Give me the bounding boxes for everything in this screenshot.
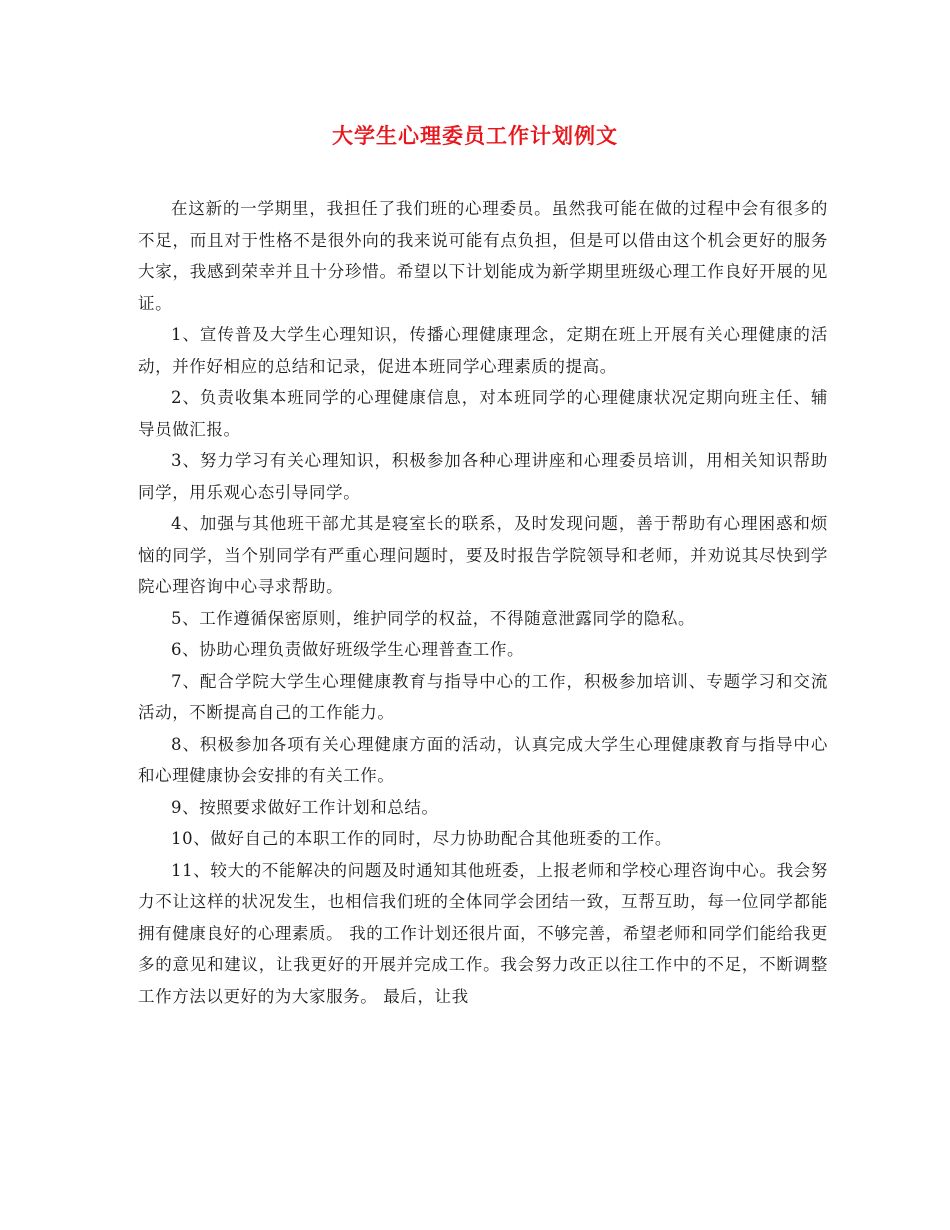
- paragraph-item-2: 2、负责收集本班同学的心理健康信息，对本班同学的心理健康状况定期向班主任、辅导员做汇报。: [138, 388, 828, 439]
- document-title: 大学生心理委员工作计划例文: [332, 123, 618, 148]
- paragraph-item-8: 8、积极参加各项有关心理健康方面的活动，认真完成大学生心理健康教育与指导中心和心理健康协会安排的有关工作。: [138, 734, 828, 785]
- paragraph-item-9: 9、按照要求做好工作计划和总结。: [171, 797, 439, 817]
- paragraph-item-11: 11、较大的不能解决的问题及时通知其他班委，上报老师和学校心理咨询中心。我会努力不让这样的状况发生，也相信我们班的全体同学会团结一致，互帮互助，每一位同学都能拥有健康良好的心理素质。 我的工作计划还很片面，不够完善，希望老师和同学们能给我更多的意见和建议，让我更好的开展并完成工作。我会努力改正以往工作中的不足，不断调整工作方法以更好的为大家服务。 最后，让我: [138, 860, 828, 1006]
- paragraph-item-10: 10、做好自己的本职工作的同时，尽力协助配合其他班委的工作。: [171, 829, 672, 848]
- paragraph-item-1: 1、宣传普及大学生心理知识，传播心理健康理念，定期在班上开展有关心理健康的活动，并作好相应的总结和记录，促进本班同学心理素质的提高。: [138, 325, 828, 376]
- paragraph-item-6: 6、协助心理负责做好班级学生心理普查工作。: [171, 640, 525, 659]
- paragraph-item-4: 4、加强与其他班干部尤其是寝室长的联系，及时发现问题，善于帮助有心理困惑和烦恼的同学，当个别同学有严重心理问题时，要及时报告学院领导和老师，并劝说其尽快到学院心理咨询中心寻求帮助。: [138, 514, 828, 596]
- paragraph-item-3: 3、努力学习有关心理知识，积极参加各种心理讲座和心理委员培训，用相关知识帮助同学，用乐观心态引导同学。: [138, 451, 828, 502]
- document-body: [138, 193, 828, 1012]
- paragraph-intro: 在这新的一学期里，我担任了我们班的心理委员。虽然我可能在做的过程中会有很多的不足，而且对于性格不是很外向的我来说可能有点负担，但是可以借由这个机会更好的服务大家，我感到荣幸并且十分珍惜。希望以下计划能成为新学期里班级心理工作良好开展的见证。: [138, 199, 828, 313]
- paragraph-item-7: 7、配合学院大学生心理健康教育与指导中心的工作，积极参加培训、专题学习和交流活动，不断提高自己的工作能力。: [138, 671, 828, 722]
- paragraph-item-5: 5、工作遵循保密原则，维护同学的权益，不得随意泄露同学的隐私。: [171, 608, 696, 628]
